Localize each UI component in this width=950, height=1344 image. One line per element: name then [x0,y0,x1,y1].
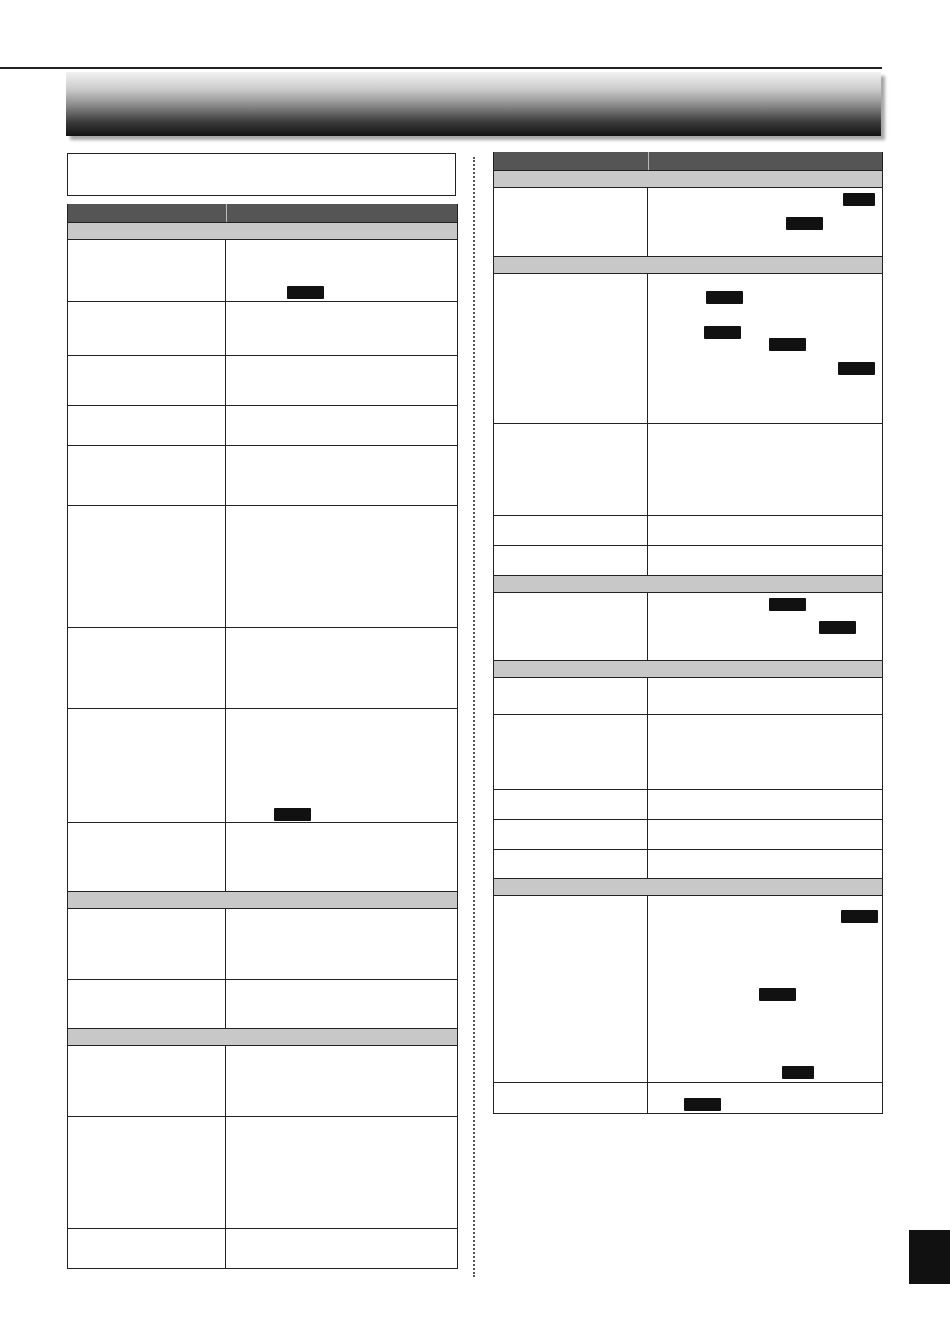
table-row [68,822,457,891]
description-cell [648,896,882,1082]
left-settings-table [67,204,458,1269]
table-row [68,239,457,301]
description-cell [648,516,882,545]
button-label-tag [782,1066,814,1079]
table-row [68,1045,457,1116]
item-cell [68,302,226,355]
table-row [494,545,882,575]
table-row [68,301,457,355]
item-cell [494,593,648,660]
chapter-title-banner [66,72,881,136]
button-label-tag [843,193,875,206]
description-cell [648,546,882,575]
section-row [494,170,882,187]
button-label-tag [759,988,796,1001]
table-row [494,273,882,423]
table-row [68,1116,457,1228]
section-row [68,891,457,908]
header-item [494,152,649,170]
button-label-tag [786,217,823,230]
description-cell [648,790,882,819]
item-cell [68,356,226,405]
item-cell [68,628,226,708]
description-cell [226,1117,457,1228]
description-cell [226,1046,457,1116]
table-row [68,405,457,445]
description-cell [226,446,457,505]
section-row [494,878,882,895]
header-rule [0,67,882,69]
right-settings-table [493,152,883,1114]
button-label-tag [274,808,311,821]
description-cell [226,302,457,355]
description-cell [226,406,457,445]
page-number-tab [909,1230,950,1284]
table-row [494,849,882,878]
description-cell [648,424,882,515]
table-row [494,714,882,789]
item-cell [68,506,226,627]
button-label-tag [684,1098,721,1111]
section-row [494,575,882,592]
button-label-tag [769,598,806,611]
item-cell [494,715,648,789]
description-cell [648,678,882,714]
item-cell [68,1046,226,1116]
table-row [494,423,882,515]
item-cell [494,896,648,1082]
column-divider [473,157,475,1277]
table-row [68,505,457,627]
table-header [68,204,457,222]
table-row [494,592,882,660]
description-cell [648,820,882,849]
item-cell [68,709,226,822]
table-row [68,1228,457,1268]
button-label-tag [287,286,324,299]
description-cell [226,1229,457,1268]
table-row [494,789,882,819]
item-cell [494,424,648,515]
section-row [68,1028,457,1045]
section-row [494,660,882,677]
item-cell [494,188,648,256]
button-label-tag [841,910,878,923]
button-label-tag [769,338,806,351]
table-row [68,908,457,979]
description-cell [648,850,882,878]
item-cell [494,546,648,575]
table-header [494,152,882,170]
item-cell [494,678,648,714]
section-heading-box [67,153,456,196]
description-cell [226,240,457,301]
description-cell [648,188,882,256]
item-cell [68,240,226,301]
item-cell [494,516,648,545]
item-cell [68,1229,226,1268]
item-cell [68,406,226,445]
item-cell [494,820,648,849]
item-cell [68,823,226,891]
item-cell [68,446,226,505]
table-row [68,627,457,708]
table-row [68,708,457,822]
button-label-tag [706,291,743,304]
button-label-tag [704,326,741,339]
description-cell [226,980,457,1028]
item-cell [68,909,226,979]
item-cell [494,274,648,423]
button-label-tag [819,621,856,634]
table-row [494,677,882,714]
table-row [494,1082,882,1113]
table-row [494,515,882,545]
item-cell [494,790,648,819]
description-cell [226,356,457,405]
item-cell [494,850,648,878]
item-cell [68,980,226,1028]
description-cell [648,274,882,423]
button-label-tag [838,362,875,375]
table-row [494,187,882,256]
table-row [68,355,457,405]
table-row [68,979,457,1028]
table-row [68,445,457,505]
table-row [494,819,882,849]
description-cell [226,709,457,822]
description-cell [226,909,457,979]
description-cell [648,715,882,789]
item-cell [494,1083,648,1113]
item-cell [68,1117,226,1228]
section-row [68,222,457,239]
header-item [68,204,227,222]
description-cell [648,593,882,660]
section-row [494,256,882,273]
description-cell [226,506,457,627]
description-cell [226,823,457,891]
table-row [494,895,882,1082]
description-cell [648,1083,882,1113]
description-cell [226,628,457,708]
